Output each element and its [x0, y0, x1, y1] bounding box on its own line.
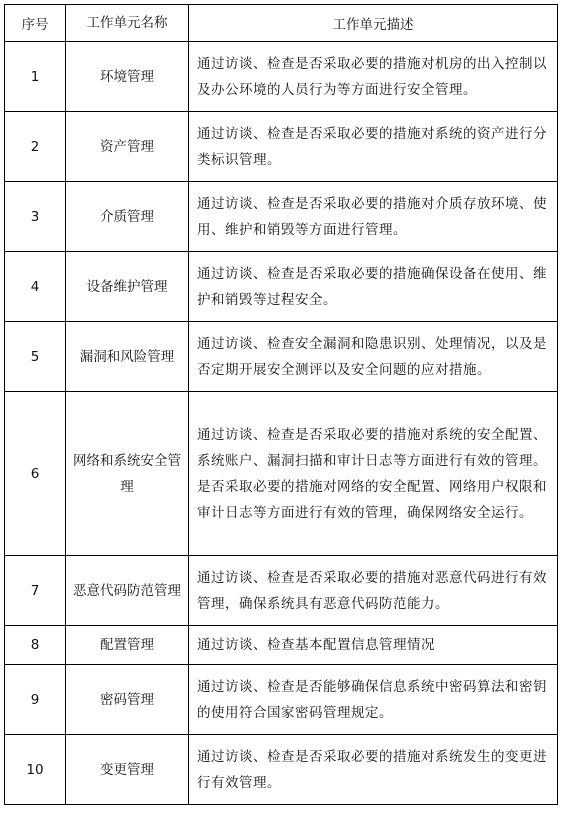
row-no: 1	[5, 42, 66, 112]
row-no: 7	[5, 556, 66, 626]
row-no: 8	[5, 626, 66, 665]
row-desc: 通过访谈、检查是否采取必要的措施对系统发生的变更进行有效管理。	[189, 735, 558, 805]
row-name: 介质管理	[66, 182, 189, 252]
table-row	[5, 735, 558, 805]
table-row	[5, 322, 558, 392]
row-name: 密码管理	[66, 665, 189, 735]
table-row	[5, 556, 558, 626]
table-row	[5, 182, 558, 252]
row-no: 10	[5, 735, 66, 805]
row-no: 3	[5, 182, 66, 252]
row-name: 变更管理	[66, 735, 189, 805]
row-name: 设备维护管理	[66, 252, 189, 322]
table-row	[5, 626, 558, 665]
row-desc: 通过访谈、检查安全漏洞和隐患识别、处理情况，以及是否定期开展安全测评以及安全问题的应对措施。	[189, 322, 558, 392]
table-header-row	[5, 5, 558, 42]
table-row	[5, 42, 558, 112]
row-name: 环境管理	[66, 42, 189, 112]
row-desc: 通过访谈、检查基本配置信息管理情况	[189, 626, 558, 665]
row-desc: 通过访谈、检查是否采取必要的措施对系统的资产进行分类标识管理。	[189, 112, 558, 182]
row-name: 网络和系统安全管理	[66, 392, 189, 556]
header-name: 工作单元名称	[66, 5, 189, 42]
row-desc: 通过访谈、检查是否采取必要的措施确保设备在使用、维护和销毁等过程安全。	[189, 252, 558, 322]
row-no: 9	[5, 665, 66, 735]
row-desc: 通过访谈、检查是否采取必要的措施对机房的出入控制以及办公环境的人员行为等方面进行安全管理。	[189, 42, 558, 112]
table-row	[5, 112, 558, 182]
header-desc: 工作单元描述	[189, 5, 558, 42]
work-unit-table	[4, 4, 558, 805]
table-row	[5, 252, 558, 322]
row-desc: 通过访谈、检查是否采取必要的措施对恶意代码进行有效管理，确保系统具有恶意代码防范能力。	[189, 556, 558, 626]
row-desc: 通过访谈、检查是否能够确保信息系统中密码算法和密钥的使用符合国家密码管理规定。	[189, 665, 558, 735]
row-no: 5	[5, 322, 66, 392]
table-row	[5, 665, 558, 735]
row-name: 漏洞和风险管理	[66, 322, 189, 392]
table-row	[5, 392, 558, 556]
row-no: 4	[5, 252, 66, 322]
row-no: 6	[5, 392, 66, 556]
header-no: 序号	[5, 5, 66, 42]
row-desc: 通过访谈、检查是否采取必要的措施对介质存放环境、使用、维护和销毁等方面进行管理。	[189, 182, 558, 252]
row-name: 资产管理	[66, 112, 189, 182]
row-desc: 通过访谈、检查是否采取必要的措施对系统的安全配置、系统账户、漏洞扫描和审计日志等方面进行有效的管理。是否采取必要的措施对网络的安全配置、网络用户权限和审计日志等方面进行有效的管理，确保网络安全运行。	[189, 392, 558, 556]
row-no: 2	[5, 112, 66, 182]
row-name: 配置管理	[66, 626, 189, 665]
row-name: 恶意代码防范管理	[66, 556, 189, 626]
